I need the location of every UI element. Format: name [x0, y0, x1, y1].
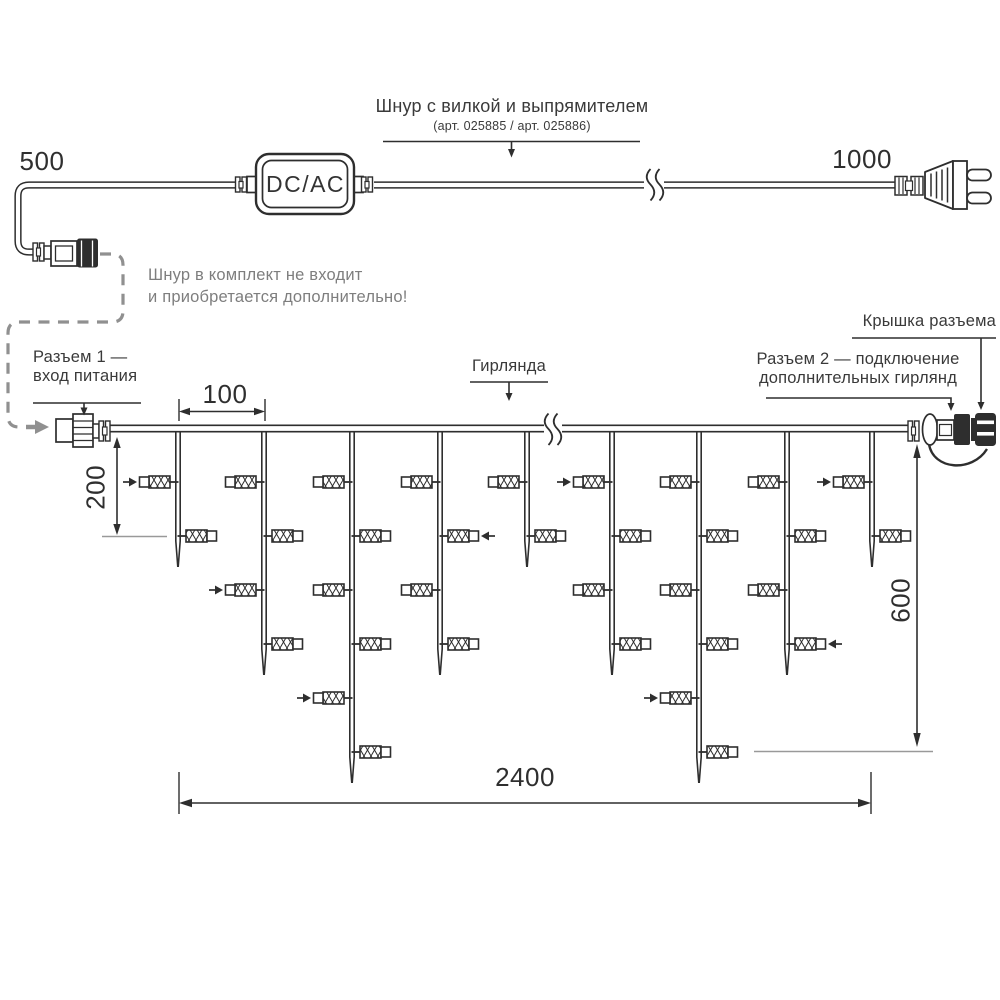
lamp-cap — [728, 639, 738, 649]
lamp-icon — [448, 530, 469, 542]
lamp-icon — [360, 530, 381, 542]
garland-drops — [123, 431, 911, 783]
lamp-icon — [186, 530, 207, 542]
lamp-cap — [140, 477, 150, 487]
lamp-cap — [641, 531, 651, 541]
lamp-cap — [556, 531, 566, 541]
lamp-icon — [670, 476, 691, 488]
cord-break-icon — [647, 169, 664, 201]
flash-arrow-icon — [215, 586, 223, 595]
lamp-cap — [641, 639, 651, 649]
lamp-icon — [498, 476, 519, 488]
garland-label-leader — [470, 382, 548, 401]
lamp-icon — [323, 476, 344, 488]
flash-arrow-icon — [650, 694, 658, 703]
dcac-box-label: DC/AC — [265, 171, 346, 197]
lamp-cap — [816, 531, 826, 541]
lamp-icon — [843, 476, 864, 488]
lamp-cap — [293, 639, 303, 649]
connector-cap — [971, 413, 996, 446]
lamp-icon — [795, 638, 816, 650]
lamp-cap — [469, 639, 479, 649]
flash-arrow-icon — [129, 478, 137, 487]
gray-arrow-icon — [35, 420, 49, 434]
lamp-cap — [226, 585, 236, 595]
drop-wire — [870, 431, 874, 567]
lamp-cap — [314, 477, 324, 487]
dashed-pointer-path — [8, 254, 123, 434]
connector2-label-line1: Разъем 2 — подключение — [756, 350, 960, 368]
dimension-2400-label: 2400 — [495, 762, 555, 792]
lamp-cap — [661, 477, 671, 487]
drop-wire — [785, 431, 789, 675]
lamp-cap — [469, 531, 479, 541]
lamp-cap — [816, 639, 826, 649]
drop-wire — [438, 431, 442, 675]
lamp-icon — [583, 476, 604, 488]
flash-arrow-icon — [563, 478, 571, 487]
lamp-cap — [293, 531, 303, 541]
dimension-1000-label: 1000 — [832, 144, 892, 174]
lamp-cap — [226, 477, 236, 487]
lamp-icon — [149, 476, 170, 488]
lamp-icon — [620, 530, 641, 542]
lamp-cap — [749, 477, 759, 487]
cord-label-leader — [383, 142, 640, 158]
lamp-cap — [381, 639, 391, 649]
drop-wire — [697, 431, 701, 783]
lamp-icon — [707, 638, 728, 650]
cord-note-line2: и приобретается дополнительно! — [148, 288, 408, 306]
lamp-cap — [661, 693, 671, 703]
connector1-label-line2: вход питания — [33, 367, 138, 385]
cap-label: Крышка разъема — [862, 312, 996, 330]
lamp-icon — [707, 530, 728, 542]
lamp-icon — [272, 530, 293, 542]
lamp-icon — [448, 638, 469, 650]
dimension-100-label: 100 — [202, 379, 248, 409]
plug-prong-bottom — [967, 193, 991, 204]
lamp-icon — [535, 530, 556, 542]
lamp-cap — [489, 477, 499, 487]
cord-label-subtitle: (арт. 025885 / арт. 025886) — [433, 119, 591, 133]
lamp-cap — [728, 747, 738, 757]
lamp-cap — [314, 693, 324, 703]
lamp-cap — [661, 585, 671, 595]
cord-note-line1: Шнур в комплект не входит — [148, 266, 363, 284]
dimension-500-label: 500 — [19, 146, 65, 176]
lamp-icon — [583, 584, 604, 596]
connector1-label-line1: Разъем 1 — — [33, 348, 128, 366]
flash-arrow-icon — [823, 478, 831, 487]
lamp-cap — [207, 531, 217, 541]
cap-tether-cord — [929, 444, 987, 465]
dimension-600-label: 600 — [885, 577, 916, 623]
lamp-icon — [235, 476, 256, 488]
lamp-icon — [758, 584, 779, 596]
lamp-icon — [758, 476, 779, 488]
lamp-icon — [620, 638, 641, 650]
drop-wire — [350, 431, 354, 783]
lamp-icon — [323, 692, 344, 704]
cord-end-connector — [33, 239, 98, 268]
lamp-icon — [272, 638, 293, 650]
drop-wire — [262, 431, 266, 675]
lamp-icon — [323, 584, 344, 596]
lamp-icon — [411, 476, 432, 488]
drop-wire — [525, 431, 529, 567]
lamp-icon — [360, 746, 381, 758]
lamp-icon — [670, 692, 691, 704]
lamp-cap — [574, 477, 584, 487]
lamp-cap — [574, 585, 584, 595]
connector2-label-line2: дополнительных гирлянд — [758, 369, 958, 387]
flash-arrow-icon — [828, 640, 836, 649]
lamp-icon — [707, 746, 728, 758]
flash-arrow-icon — [303, 694, 311, 703]
garland-label: Гирлянда — [472, 357, 546, 375]
connector2-label-leader — [766, 398, 955, 411]
lamp-cap — [834, 477, 844, 487]
lamp-cap — [381, 747, 391, 757]
lamp-cap — [314, 585, 324, 595]
lamp-cap — [749, 585, 759, 595]
power-cord-right — [374, 169, 897, 201]
lamp-icon — [235, 584, 256, 596]
lamp-cap — [728, 531, 738, 541]
cord-label-title: Шнур с вилкой и выпрямителем — [375, 96, 649, 116]
lamp-cap — [402, 477, 412, 487]
hanging-loop-icon — [923, 414, 938, 445]
plug-prong-top — [967, 170, 991, 181]
lamp-cap — [402, 585, 412, 595]
drop-wire — [610, 431, 614, 675]
lamp-icon — [411, 584, 432, 596]
lamp-icon — [670, 584, 691, 596]
lamp-icon — [360, 638, 381, 650]
lamp-cap — [381, 531, 391, 541]
lamp-icon — [795, 530, 816, 542]
flash-arrow-icon — [481, 532, 489, 541]
mains-plug — [895, 161, 991, 209]
wire-break-icon — [545, 414, 562, 446]
dimension-200-label: 200 — [80, 464, 111, 510]
drop-wire — [176, 431, 180, 567]
